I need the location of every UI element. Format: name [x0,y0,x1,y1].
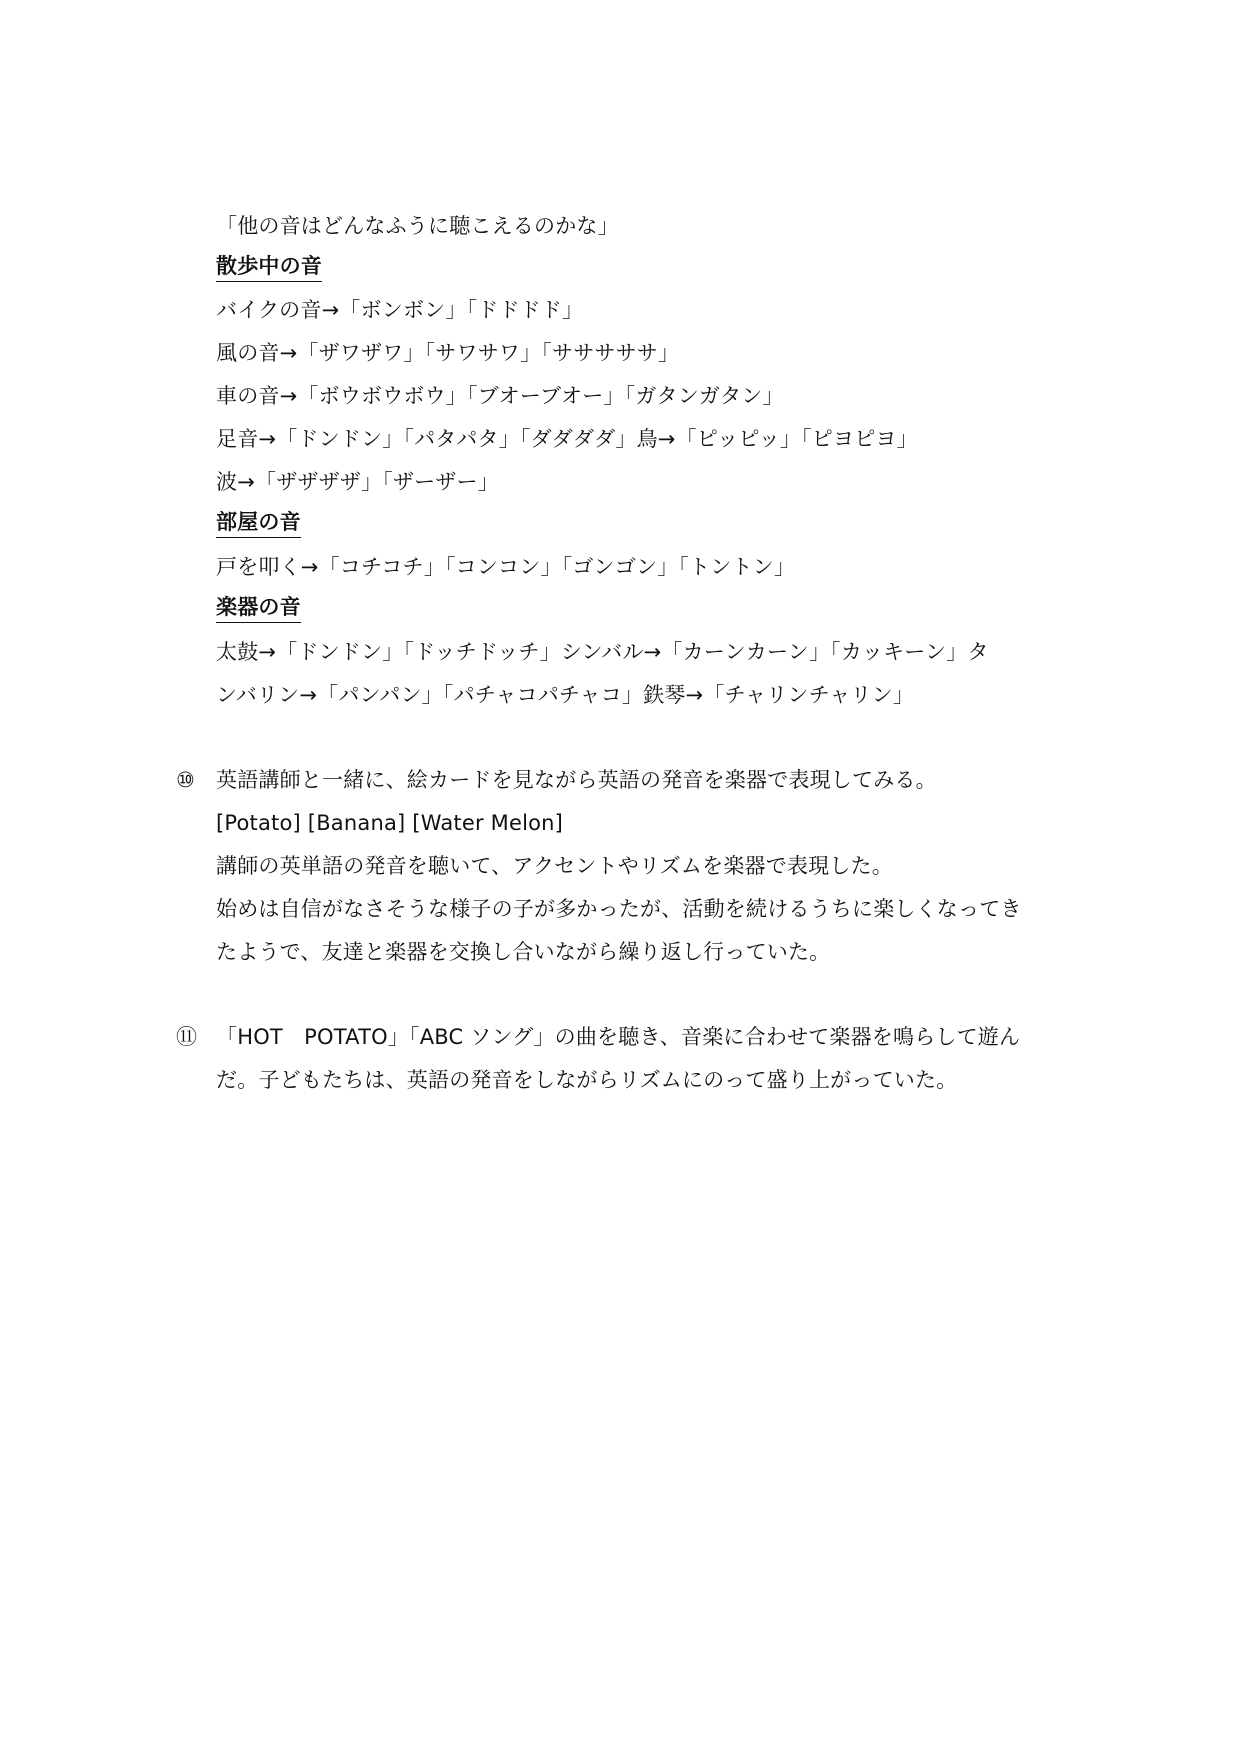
heading-instrument-sounds: 楽器の音 [216,594,301,623]
item-10-line-4: 始めは自信がなさそうな様子の子が多かったが、活動を続けるうちに楽しくなってき [216,897,1022,921]
heading-room-sounds: 部屋の音 [216,509,301,538]
instrument-line-1: 太鼓→「ドンドン」「ドッチドッチ」シンバル→「カーンカーン」「カッキーン」タ [216,640,989,664]
item-11-marker: ⑪ [176,1025,197,1049]
item-11-line-2: だ。子どもたちは、英語の発音をしながらリズムにのって盛り上がっていた。 [216,1068,958,1092]
walk-line-3: 車の音→「ボウボウボウ」「ブオーブオー」「ガタンガタン」 [216,384,784,408]
walk-line-2: 風の音→「ザワザワ」「サワサワ」「サササササ」 [216,341,680,365]
walk-line-4: 足音→「ドンドン」「パタパタ」「ダダダダ」鳥→「ピッピッ」「ピヨピヨ」 [216,427,918,451]
item-10-line-3: 講師の英単語の発音を聴いて、アクセントやリズムを楽器で表現した。 [216,854,893,878]
walk-line-1: バイクの音→「ボンボン」「ドドドド」 [216,298,584,322]
instrument-line-2: ンバリン→「パンパン」「パチャコパチャコ」鉄琴→「チャリンチャリン」 [216,683,915,707]
intro-line: 「他の音はどんなふうに聴こえるのかな」 [216,214,619,238]
item-10-line-2: [Potato] [Banana] [Water Melon] [216,811,564,835]
room-line-1: 戸を叩く→「コチコチ」「コンコン」「ゴンゴン」「トントン」 [216,555,796,579]
item-10-marker: ⑩ [176,768,195,792]
walk-line-5: 波→「ザザザザ」「ザーザー」 [216,470,499,494]
item-11-line-1: 「HOT POTATO」「ABC ソング」の曲を聴き、音楽に合わせて楽器を鳴らして遊ん [216,1025,1021,1049]
item-10-line-1: 英語講師と一緒に、絵カードを見ながら英語の発音を楽器で表現してみる。 [216,768,937,792]
item-10-line-5: たようで、友達と楽器を交換し合いながら繰り返し行っていた。 [216,940,831,964]
heading-walk-sounds: 散歩中の音 [216,253,322,282]
